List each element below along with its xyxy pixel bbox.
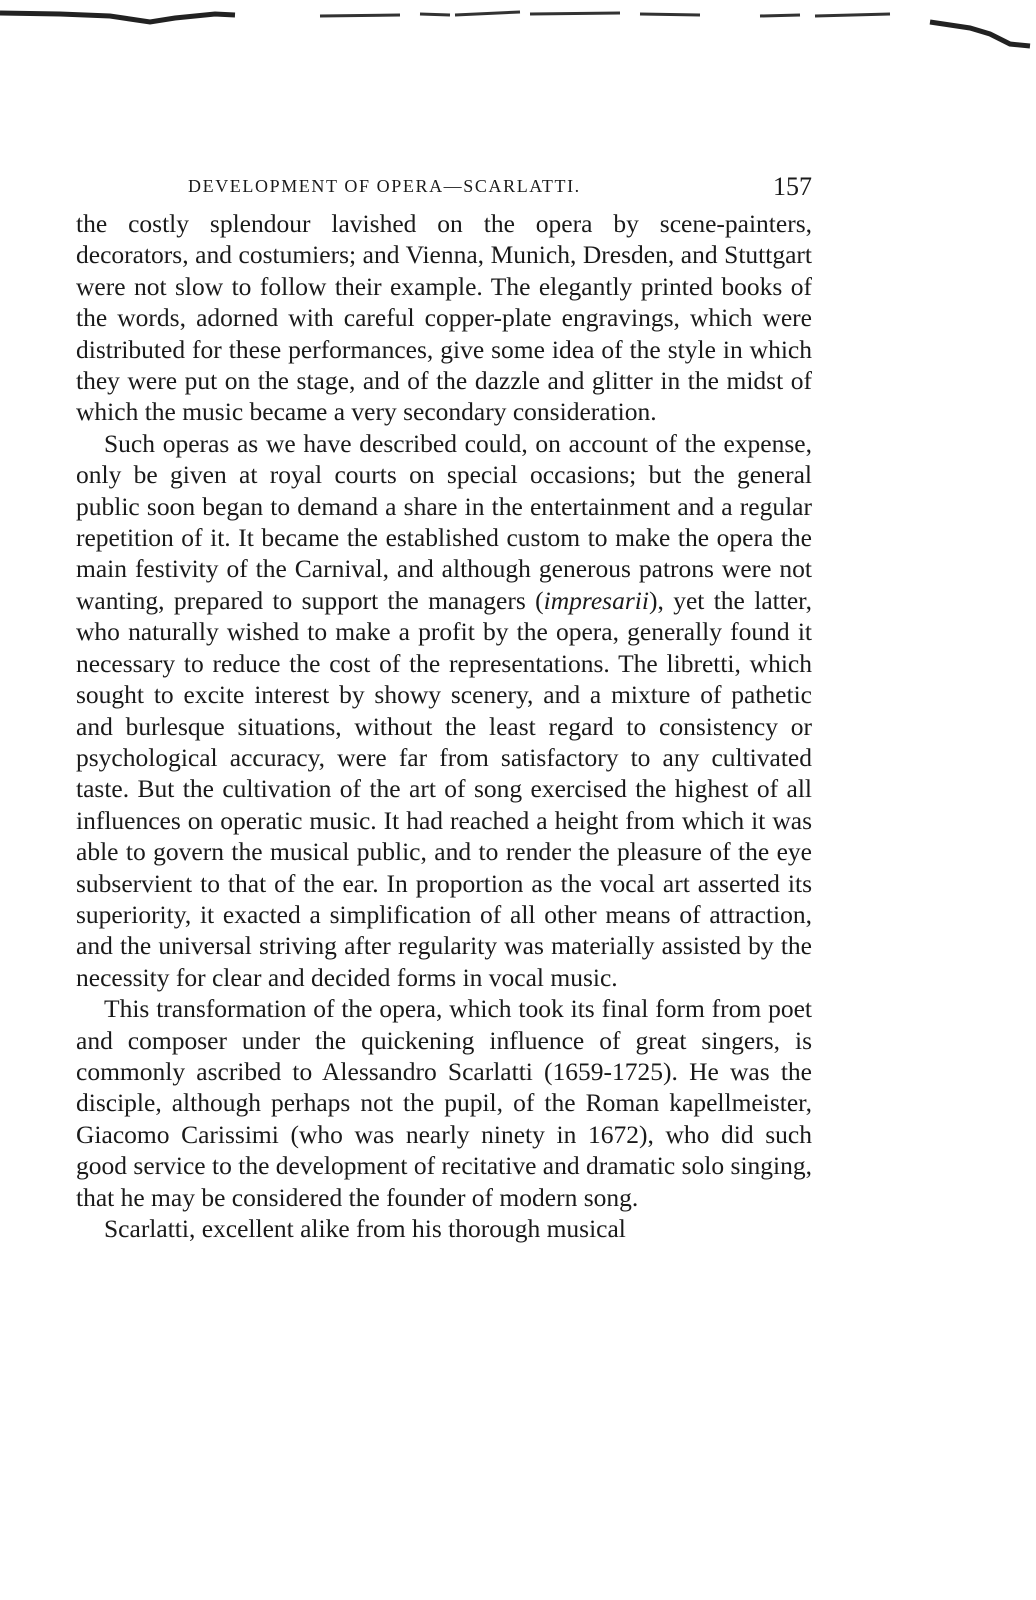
book-page (76, 168, 812, 1244)
page-number: 157 (773, 172, 812, 201)
text-run: ), yet the latter, who naturally wished to make a profit by the opera, generally found it necessary to reduce the cost of the representations. The libretti, which sought to excite interest by showy scenery, and a mixture of pathetic and burlesque situations, without the least regard to consistency or psychological accuracy, were far from satisfactory to any cultivated taste. But the cultivation of the art of song exercised the highest of all influences on operatic music. It had reached a height from which it was able to govern the musical public, and to render the pleasure of the eye subservient to that of the ear. In proportion as the vocal art asserted its superiority, it exacted a simplification of all other means of attraction, and the universal striving after regularity was materially assisted by the necessity for clear and decided forms in vocal music. (76, 585, 812, 992)
body-text (76, 208, 812, 1244)
paragraph (76, 993, 812, 1213)
text-run: the costly splendour lavished on the opera by scene-painters, decorators, and costumiers; and Vienna, Munich, Dresden, and Stuttgart were not slow to follow their example. The elegantly printed books of the words, adorned with careful copper-plate engravings, which were distributed for these performances, give some idea of the style in which they were put on the stage, and of the dazzle and glitter in the midst of which the music became a very secondary consideration. (76, 209, 812, 427)
scan-edge-artifact (0, 0, 1036, 50)
paragraph (76, 1213, 812, 1244)
text-run: This transformation of the opera, which took its final form from poet and composer under the quickening influence of great singers, is commonly ascribed to Alessandro Scarlatti (1659-1725). He was the disciple, although perhaps not the pupil, of the Roman kapellmeister, Giacomo Carissimi (who was nearly ninety in 1672), who did such good service to the development of recitative and dramatic solo singing, that he may be considered the founder of modern song. (76, 994, 812, 1212)
text-run: Such operas as we have described could, on account of the expense, only be given at royal courts on special occasions; but the general public soon began to demand a share in the entertainment and a regular repetition of it. It became the established custom to make the opera the main festivity of the Carnival, and although generous patrons were not wanting, prepared to support the managers ( (76, 428, 812, 615)
running-head (76, 168, 812, 208)
paragraph (76, 428, 812, 993)
italic-term: impresarii (543, 585, 649, 615)
running-title: DEVELOPMENT OF OPERA—SCARLATTI. (188, 176, 581, 196)
text-run: Scarlatti, excellent alike from his thorough musical (104, 1214, 626, 1243)
paragraph (76, 208, 812, 428)
